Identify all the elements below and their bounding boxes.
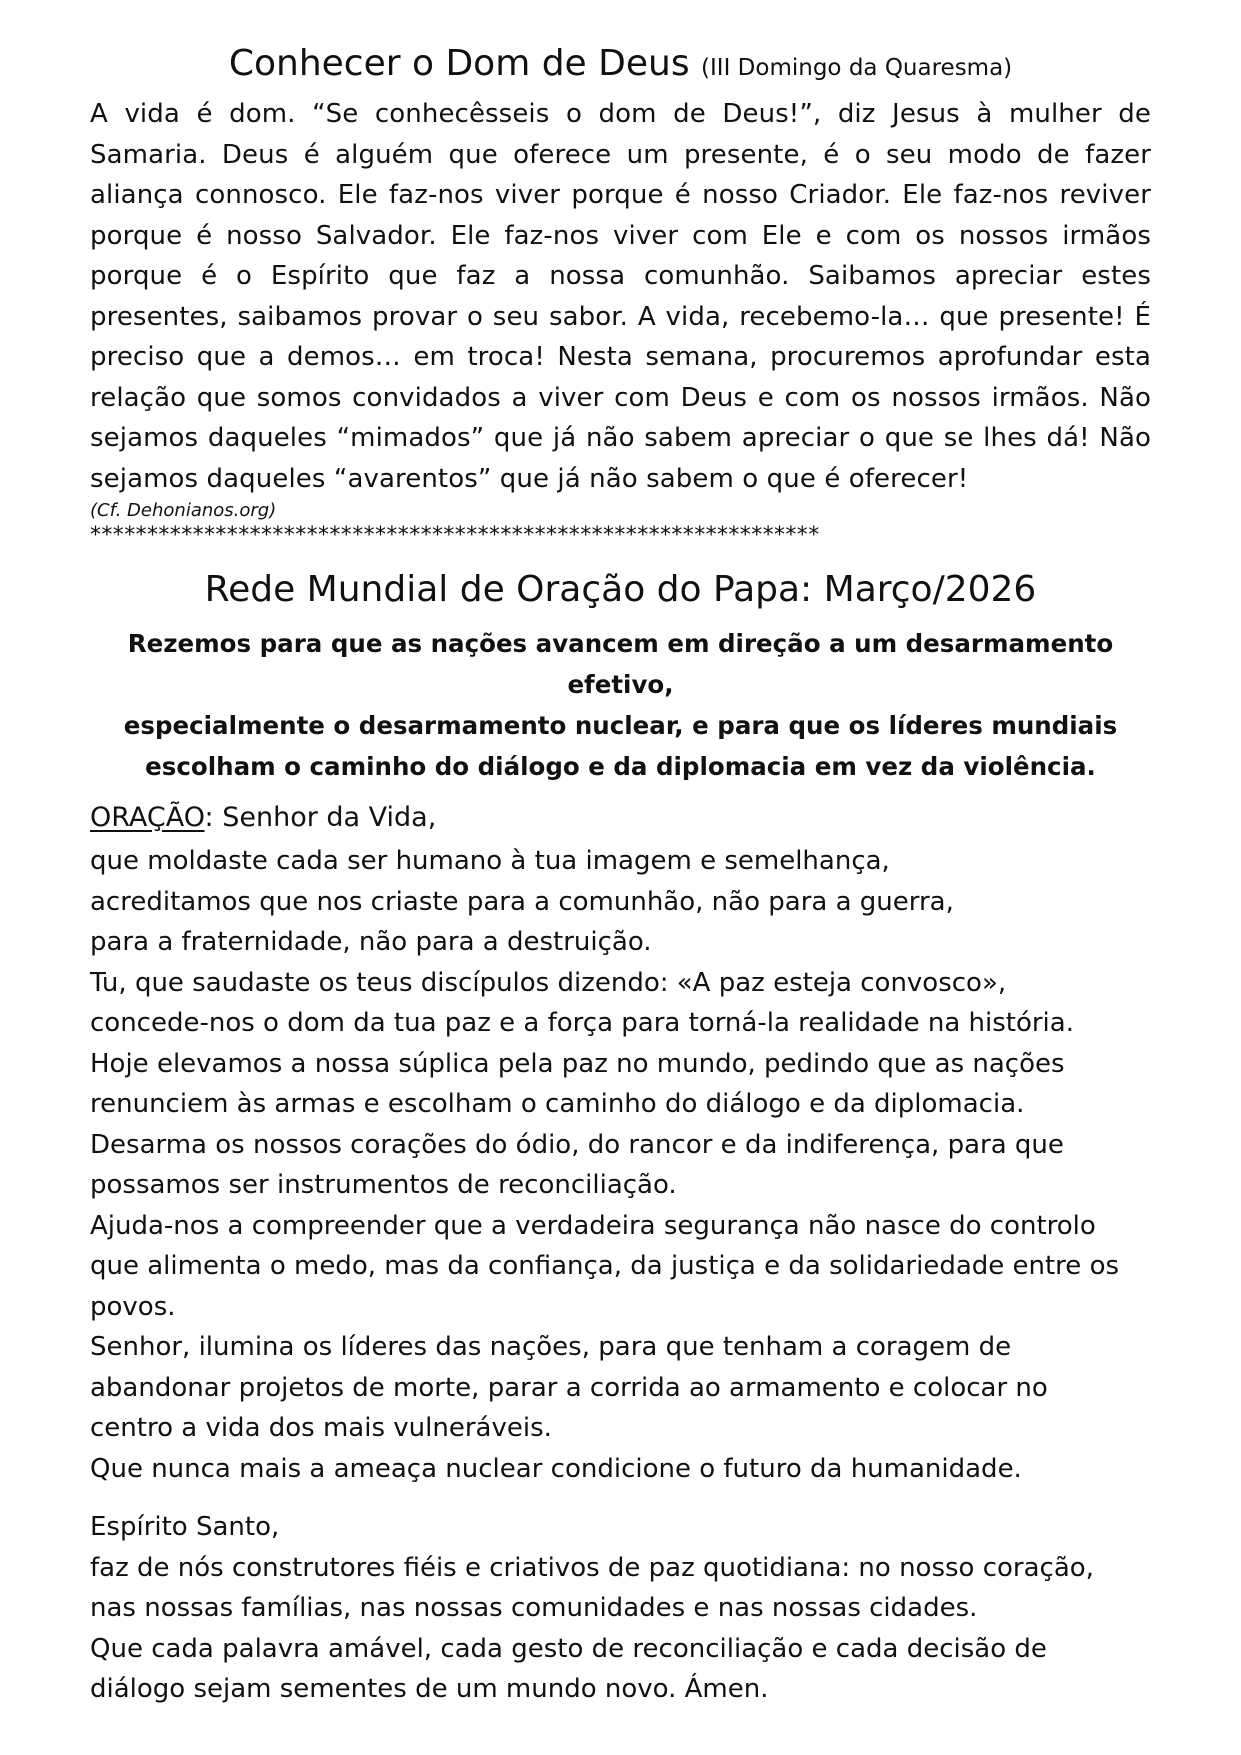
prayer-line: centro a vida dos mais vulneráveis. xyxy=(90,1413,552,1443)
prayer-line: acreditamos que nos criaste para a comunhão, não para a guerra, xyxy=(90,886,954,917)
intention-line: especialmente o desarmamento nuclear, e para que os líderes mundiais xyxy=(123,711,1118,740)
prayer-line: faz de nós construtores fiéis e criativos de paz quotidiana: no nosso coração, xyxy=(90,1552,1094,1583)
prayer-text-continued xyxy=(90,1507,1151,1710)
prayer-line: Que nunca mais a ameaça nuclear condicione o futuro da humanidade. xyxy=(90,1453,1022,1484)
prayer-label: ORAÇÃO xyxy=(90,802,205,833)
prayer-intention xyxy=(90,623,1151,787)
prayer-line: para a fraternidade, não para a destruição. xyxy=(90,927,652,957)
prayer-line: Hoje elevamos a nossa súplica pela paz no mundo, pedindo que as nações xyxy=(90,1048,1065,1079)
paragraph-gap xyxy=(90,1489,1151,1507)
prayer-line: Tu, que saudaste os teus discípulos dizendo: «A paz esteja convosco», xyxy=(90,967,1007,998)
prayer-line: povos. xyxy=(90,1291,176,1322)
prayer-opening: : Senhor da Vida, xyxy=(204,802,437,833)
prayer-line: que alimenta o medo, mas da confiança, da justiça e da solidariedade entre os xyxy=(90,1251,1120,1281)
prayer-line: Espírito Santo, xyxy=(90,1512,280,1542)
prayer-line: Que cada palavra amável, cada gesto de reconciliação e cada decisão de xyxy=(90,1633,1047,1664)
intention-line: Rezemos para que as nações avancem em direção a um desarmamento efetivo, xyxy=(127,629,1114,699)
prayer-line: Ajuda-nos a compreender que a verdadeira segurança não nasce do controlo xyxy=(90,1210,1096,1241)
article-title xyxy=(90,38,1151,94)
prayer-network-title: Rede Mundial de Oração do Papa: Março/2026 xyxy=(204,569,1037,610)
prayer-heading xyxy=(90,795,1151,841)
separator-line: **************************************************************** xyxy=(90,523,820,548)
article-body: A vida é dom. “Se conhecêsseis o dom de Deus!”, diz Jesus à mulher de Samaria. Deus é alguém que oferece um presente, é o seu modo de fazer aliança connosco. Ele faz-nos viver porque é nosso Criador. Ele faz-nos reviver porque é nosso Salvador. Ele faz-nos viver com Ele e com os nossos irmãos porque é o Espírito que faz a nossa comunhão. Saibamos apreciar estes presentes, saibamos provar o seu sabor. A vida, recebemo-la… que presente! É preciso que a demos… em troca! Nesta semana, procuremos aprofundar esta relação que somos convidados a viver com Deus e com os nossos irmãos. Não sejamos daqueles “mimados” que já não sabem apreciar o que se lhes dá! Não sejamos daqueles “avarentos” que já não sabem o que é oferecer! xyxy=(90,99,1151,494)
intention-line: escolham o caminho do diálogo e da diplomacia em vez da violência. xyxy=(145,752,1096,781)
prayer-line: possamos ser instrumentos de reconciliação. xyxy=(90,1170,677,1200)
prayer-line: concede-nos o dom da tua paz e a força para torná-la realidade na história. xyxy=(90,1008,1074,1038)
prayer-line: renunciem às armas e escolham o caminho do diálogo e da diplomacia. xyxy=(90,1089,1025,1119)
prayer-line: diálogo sejam sementes de um mundo novo. Ámen. xyxy=(90,1674,769,1704)
prayer-text xyxy=(90,841,1151,1489)
document-page xyxy=(90,38,1151,1710)
prayer-line: nas nossas famílias, nas nossas comunidades e nas nossas cidades. xyxy=(90,1593,978,1623)
prayer-line: que moldaste cada ser humano à tua imagem e semelhança, xyxy=(90,846,890,876)
article-title-text: Conhecer o Dom de Deus xyxy=(228,43,690,84)
article-subtitle: (III Domingo da Quaresma) xyxy=(701,55,1013,81)
article-source: (Cf. Dehonianos.org) xyxy=(90,500,277,521)
prayer-line: abandonar projetos de morte, parar a corrida ao armamento e colocar no xyxy=(90,1372,1048,1403)
prayer-line: Desarma os nossos corações do ódio, do rancor e da indiferença, para que xyxy=(90,1129,1064,1160)
prayer-line: Senhor, ilumina os líderes das nações, para que tenham a coragem de xyxy=(90,1332,1012,1362)
